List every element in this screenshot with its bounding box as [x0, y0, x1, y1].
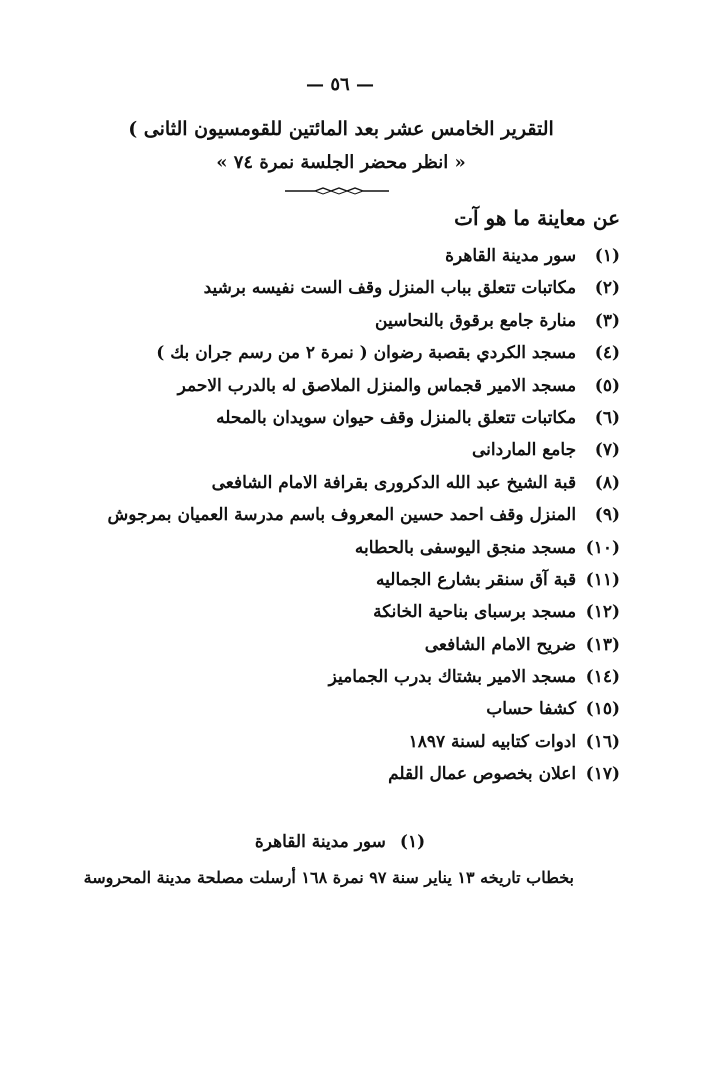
list-item [108, 305, 620, 337]
list-item [108, 758, 620, 790]
list-item [108, 272, 620, 304]
item-number: (٤) [594, 343, 620, 364]
list-item [108, 434, 620, 466]
item-text: مكاتبات تتعلق بالمنزل وقف حيوان سويدان بالمحله [216, 407, 577, 428]
items-list [108, 240, 620, 791]
intro-heading: عن معاينة ما هو آت [454, 206, 620, 230]
item-text: منارة جامع برقوق بالنحاسين [375, 310, 577, 331]
list-item [108, 693, 620, 725]
section-heading [0, 832, 680, 852]
item-number: (٩) [594, 505, 620, 526]
section-number: (١) [399, 832, 426, 852]
item-text: ادوات كتابيه لسنة ١٨٩٧ [408, 731, 577, 752]
list-item [108, 726, 620, 758]
item-number: (٢) [594, 278, 620, 299]
ornament-divider [285, 187, 389, 195]
item-text: مسجد منجق اليوسفى بالحطابه [354, 537, 577, 558]
item-number: (١٦) [585, 731, 620, 752]
item-number: (١٠) [585, 537, 620, 558]
list-item [108, 337, 620, 369]
list-item [108, 596, 620, 628]
item-text: قبة الشيخ عبد الله الدكرورى بقرافة الامام الشافعى [211, 472, 577, 493]
item-number: (٨) [594, 472, 620, 493]
item-text: ضريح الامام الشافعى [424, 634, 577, 655]
item-number: (٥) [594, 375, 620, 396]
item-number: (٧) [594, 440, 620, 461]
item-text: مسجد الكردي بقصبة رضوان ( نمرة ٢ من رسم جران بك ) [156, 343, 577, 364]
item-number: (١) [594, 246, 620, 266]
item-number: (٣) [594, 310, 620, 331]
list-item [108, 661, 620, 693]
list-item [108, 532, 620, 564]
item-text: مسجد برسباى بناحية الخانكة [373, 602, 577, 623]
item-text: كشفا حساب [486, 699, 577, 720]
item-text: جامع الماردانى [472, 440, 577, 461]
report-subtitle: « انظر محضر الجلسة نمرة ٧٤ » [216, 152, 466, 173]
list-item [108, 240, 620, 272]
section-title: سور مدينة القاهرة [254, 832, 386, 852]
item-number: (١٧) [585, 764, 620, 785]
page-number: — ٥٦ — [306, 74, 374, 95]
list-item [108, 402, 620, 434]
item-number: (١١) [585, 569, 620, 590]
list-item [108, 499, 620, 531]
item-number: (١٣) [585, 634, 620, 655]
item-number: (١٥) [585, 699, 620, 720]
item-text: اعلان بخصوص عمال القلم [388, 764, 577, 785]
item-text: المنزل وقف احمد حسين المعروف باسم مدرسة العميان بمرجوش [107, 505, 577, 526]
item-text: مكاتبات تتعلق بباب المنزل وقف الست نفيسه برشيد [203, 278, 577, 299]
list-item [108, 467, 620, 499]
item-text: سور مدينة القاهرة [445, 246, 577, 266]
item-number: (١٤) [585, 667, 620, 688]
item-number: (٦) [594, 407, 620, 428]
body-text-line: بخطاب تاريخه ١٣ يناير سنة ٩٧ نمرة ١٦٨ أرسلت مصلحة مدينة المحروسة [83, 868, 574, 887]
list-item [108, 370, 620, 402]
list-item [108, 564, 620, 596]
item-number: (١٢) [585, 602, 620, 623]
item-text: قبة آق سنقر بشارع الجماليه [376, 569, 577, 590]
item-text: مسجد الامير بشتاك بدرب الجماميز [328, 667, 577, 688]
item-text: مسجد الامير قجماس والمنزل الملاصق له بالدرب الاحمر [177, 375, 577, 396]
list-item [108, 629, 620, 661]
report-title: التقرير الخامس عشر بعد المائتين للقومسيون الثانى ) [128, 118, 554, 140]
